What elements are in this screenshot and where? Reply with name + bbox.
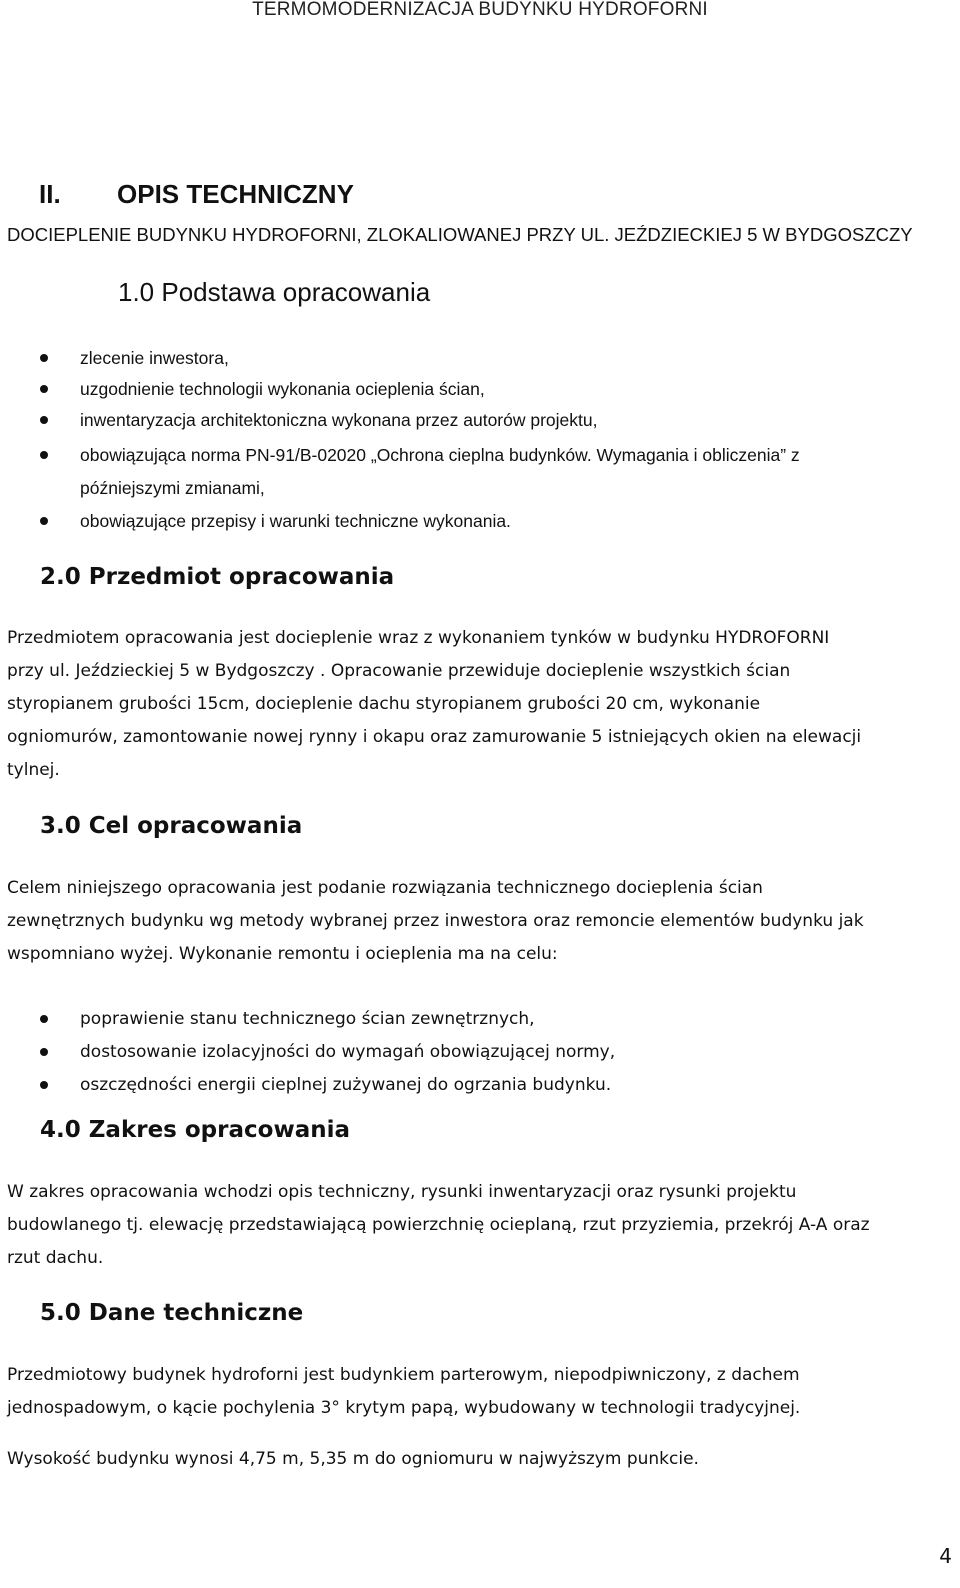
bullet-icon [40, 416, 48, 424]
section-title [39, 178, 354, 210]
bullet-icon [40, 385, 48, 393]
paragraph-line: wspomniano wyżej. Wykonanie remontu i ocieplenia ma na celu: [7, 944, 558, 964]
heading-zakres: 4.0 Zakres opracowania [40, 1117, 350, 1143]
paragraph-line: budowlanego tj. elewację przedstawiającą powierzchnię ocieplaną, rzut przyziemia, przekrój A-A oraz [7, 1215, 870, 1235]
paragraph-line: Przedmiotem opracowania jest docieplenie wraz z wykonaniem tynków w budynku HYDROFORNI [7, 628, 830, 648]
paragraph-line: Przedmiotowy budynek hydroforni jest budynkiem parterowym, niepodpiwniczony, z dachem [7, 1365, 800, 1385]
bullet-icon [40, 1048, 48, 1056]
bullet-icon [40, 1081, 48, 1089]
section-number: II. [39, 179, 61, 209]
document-subtitle: DOCIEPLENIE BUDYNKU HYDROFORNI, ZLOKALIOWANEJ PRZY UL. JEŹDZIECKIEJ 5 W BYDGOSZCZY [7, 224, 913, 245]
paragraph-line: ogniomurów, zamontowanie nowej rynny i okapu oraz zamurowanie 5 istniejących okien na elewacji [7, 727, 862, 747]
section-title-text: OPIS TECHNICZNY [117, 179, 354, 209]
heading-przedmiot: 2.0 Przedmiot opracowania [40, 564, 395, 590]
paragraph-line: rzut dachu. [7, 1248, 104, 1268]
paragraph-line: jednospadowym, o kącie pochylenia 3° krytym papą, wybudowany w technologii tradycyjnej. [7, 1398, 801, 1418]
bullet-icon [40, 1015, 48, 1023]
heading-dane: 5.0 Dane techniczne [40, 1300, 304, 1326]
paragraph-line: zewnętrznych budynku wg metody wybranej przez inwestora oraz remoncie elementów budynku jak [7, 911, 864, 931]
bullet-icon [40, 517, 48, 525]
paragraph-line: Celem niniejszego opracowania jest podanie rozwiązania technicznego docieplenia ścian [7, 878, 763, 898]
page-number: 4 [939, 1544, 952, 1568]
paragraph-line: przy ul. Jeździeckiej 5 w Bydgoszczy . Opracowanie przewiduje docieplenie wszystkich ścian [7, 661, 791, 681]
heading-cel: 3.0 Cel opracowania [40, 813, 303, 839]
bullet-icon [40, 451, 48, 459]
heading-podstawa: 1.0 Podstawa opracowania [118, 277, 431, 307]
paragraph-line: tylnej. [7, 760, 60, 780]
paragraph-line: W zakres opracowania wchodzi opis techniczny, rysunki inwentaryzacji oraz rysunki projektu [7, 1182, 797, 1202]
height-line: Wysokość budynku wynosi 4,75 m, 5,35 m do ogniomuru w najwyższym punkcie. [7, 1449, 699, 1469]
bullet-icon [40, 354, 48, 362]
running-header: TERMOMODERNIZACJA BUDYNKU HYDROFORNI [252, 0, 708, 20]
paragraph-line: styropianem grubości 15cm, docieplenie dachu styropianem grubości 20 cm, wykonanie [7, 694, 761, 714]
